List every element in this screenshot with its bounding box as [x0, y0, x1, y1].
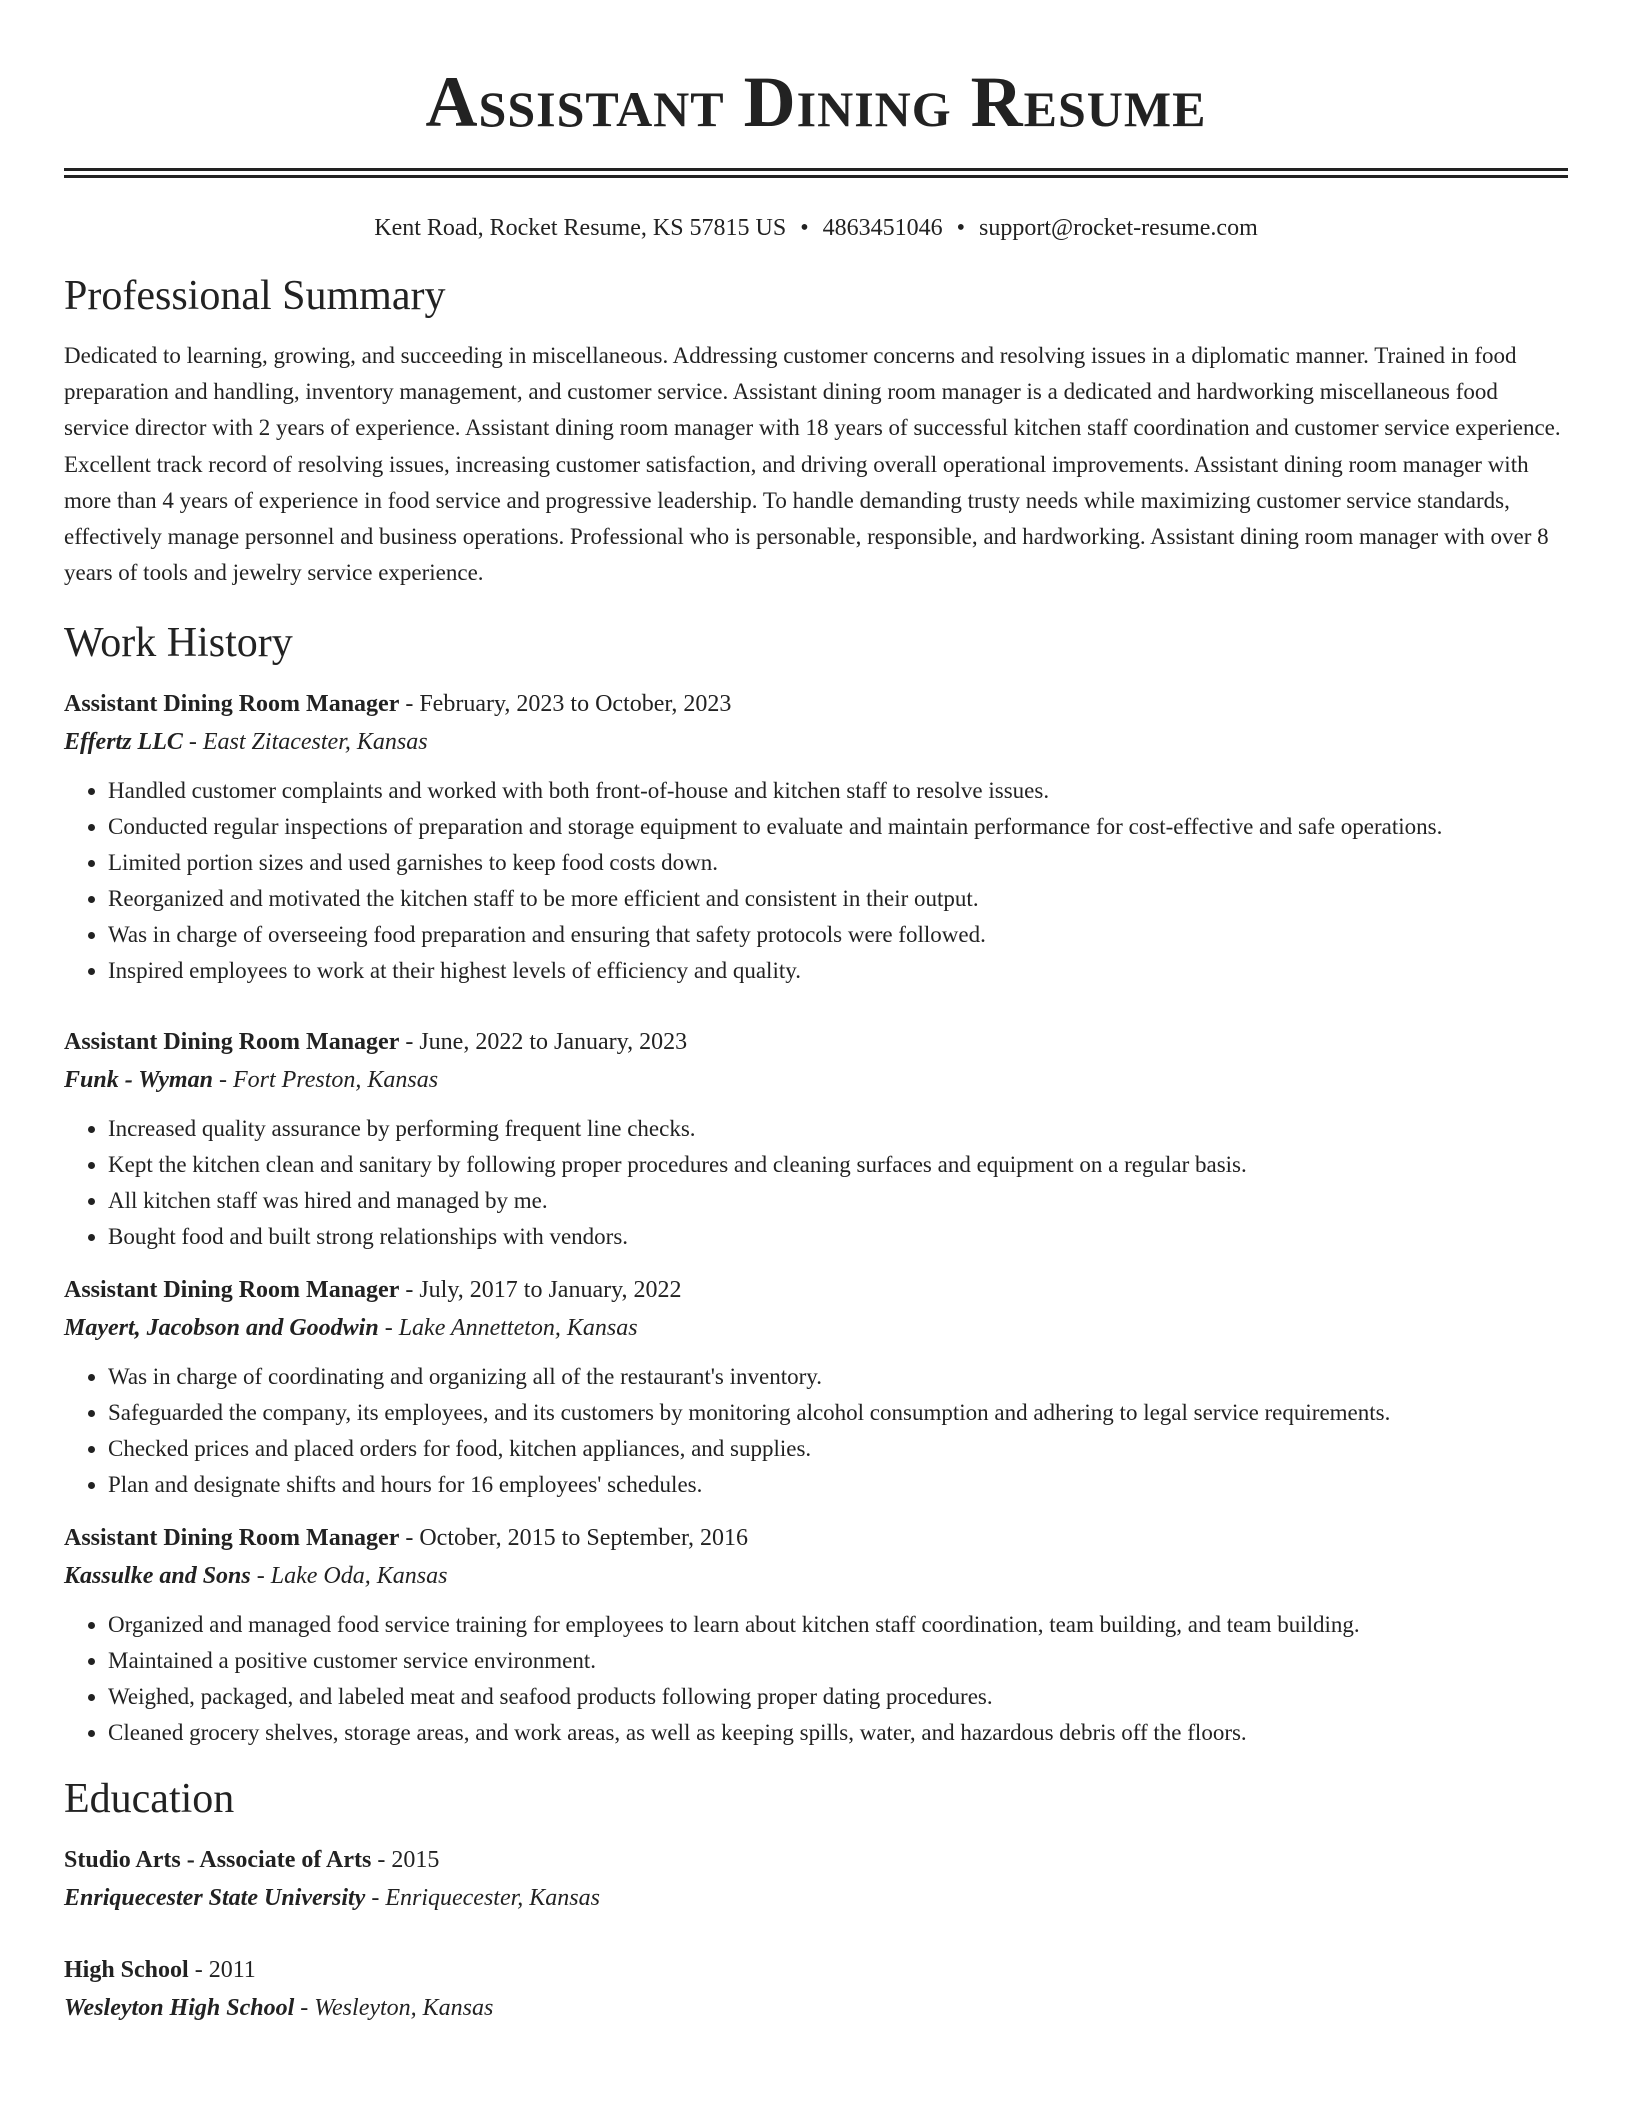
job-entry: [64, 685, 1568, 989]
education-institution: [64, 1989, 1568, 2027]
education-year: - 2015: [371, 1847, 440, 1874]
job-bullet: • All kitchen staff was hired and managed by me.: [108, 1183, 1568, 1219]
job-bullet: • Cleaned grocery shelves, storage areas, and work areas, as well as keeping spills, water, and hazardous debris off the floors.: [108, 1715, 1568, 1751]
job-header: [64, 1519, 1568, 1557]
resume-title: Assistant Dining Resume: [425, 62, 1207, 142]
job-dates: - February, 2023 to October, 2023: [399, 691, 732, 718]
job-bullet: • Was in charge of coordinating and organizing all of the restaurant's inventory.: [108, 1359, 1568, 1395]
job-bullets: [64, 1607, 1568, 1751]
job-bullet: • Limited portion sizes and used garnishes to keep food costs down.: [108, 845, 1568, 881]
education-entry: [64, 1841, 1568, 1917]
education-location: - Enriquecester, Kansas: [365, 1885, 600, 1912]
job-entry: [64, 1519, 1568, 1751]
job-dates: - October, 2015 to September, 2016: [399, 1525, 749, 1552]
job-dates: - July, 2017 to January, 2022: [399, 1277, 682, 1304]
job-employer: [64, 1557, 1568, 1595]
job-bullets: [64, 1111, 1568, 1255]
education-degree: High School: [64, 1957, 189, 1984]
job-bullet: • Checked prices and placed orders for food, kitchen appliances, and supplies.: [108, 1431, 1568, 1467]
education-school: Enriquecester State University: [64, 1885, 366, 1912]
job-role: Assistant Dining Room Manager: [64, 691, 400, 718]
title-double-rule: [64, 168, 1568, 178]
education-header: [64, 1951, 1568, 1989]
job-company: Funk - Wyman: [64, 1067, 213, 1094]
summary-text: Dedicated to learning, growing, and succeeding in miscellaneous. Addressing customer concerns and resolving issues in a diplomatic manner. Trained in food preparation and handling, inventory management, and customer service. Assistant dining room manager is a dedicated and hardworking miscellaneous food service director with 2 years of experience. Assistant dining room manager with 18 years of successful kitchen staff coordination and customer service experience. Excellent track record of resolving issues, increasing customer satisfaction, and driving overall operational improvements. Assistant dining room manager with more than 4 years of experience in food service and progressive leadership. To handle demanding trusty needs while maximizing customer service standards, effectively manage personnel and business operations. Professional who is personable, responsible, and hardworking. Assistant dining room manager with over 8 years of tools and jewelry service experience.: [64, 343, 1561, 586]
education-year: - 2011: [188, 1957, 256, 1984]
job-role: Assistant Dining Room Manager: [64, 1029, 400, 1056]
job-location: - Fort Preston, Kansas: [212, 1067, 439, 1094]
job-bullet: • Increased quality assurance by performing frequent line checks.: [108, 1111, 1568, 1147]
job-bullet: • Weighed, packaged, and labeled meat and seafood products following proper dating procedures.: [108, 1679, 1568, 1715]
job-entry: [64, 1271, 1568, 1503]
resume-page: [64, 0, 1568, 2027]
job-bullet: • Bought food and built strong relationships with vendors.: [108, 1219, 1568, 1255]
job-dates: - June, 2022 to January, 2023: [399, 1029, 688, 1056]
education-location: - Wesleyton, Kansas: [294, 1995, 494, 2022]
education-entry: [64, 1951, 1568, 2027]
education-institution: [64, 1879, 1568, 1917]
job-bullet: • Kept the kitchen clean and sanitary by following proper procedures and cleaning surfaces and equipment on a regular basis.: [108, 1147, 1568, 1183]
job-role: Assistant Dining Room Manager: [64, 1277, 400, 1304]
job-employer: [64, 1309, 1568, 1347]
contact-email: support@rocket-resume.com: [979, 215, 1258, 241]
job-header: [64, 1023, 1568, 1061]
job-bullet: • Was in charge of overseeing food preparation and ensuring that safety protocols were followed.: [108, 917, 1568, 953]
job-bullet: • Organized and managed food service training for employees to learn about kitchen staff coordination, team building, and team building.: [108, 1607, 1568, 1643]
job-bullet: • Conducted regular inspections of preparation and storage equipment to evaluate and maintain performance for cost-effective and safe operations.: [108, 809, 1568, 845]
job-bullet: • Plan and designate shifts and hours for 16 employees' schedules.: [108, 1467, 1568, 1503]
education-school: Wesleyton High School: [64, 1995, 295, 2022]
job-company: Effertz LLC: [64, 729, 183, 756]
job-bullet: • Reorganized and motivated the kitchen staff to be more efficient and consistent in their output.: [108, 881, 1568, 917]
job-location: - Lake Oda, Kansas: [250, 1563, 448, 1590]
job-entry: [64, 1023, 1568, 1255]
job-bullets: [64, 773, 1568, 989]
job-bullet: • Maintained a positive customer service environment.: [108, 1643, 1568, 1679]
job-role: Assistant Dining Room Manager: [64, 1525, 400, 1552]
education-header: [64, 1841, 1568, 1879]
summary-heading: Professional Summary: [64, 273, 446, 319]
job-employer: [64, 723, 1568, 761]
job-bullet: • Inspired employees to work at their highest levels of efficiency and quality.: [108, 953, 1568, 989]
job-company: Kassulke and Sons: [64, 1563, 251, 1590]
contact-phone: 4863451046: [822, 215, 943, 241]
job-bullets: [64, 1359, 1568, 1503]
contact-separator: •: [956, 215, 966, 241]
contact-line: [64, 212, 1568, 244]
job-location: - East Zitacester, Kansas: [182, 729, 428, 756]
job-employer: [64, 1061, 1568, 1099]
work-history-heading: Work History: [64, 620, 293, 667]
job-header: [64, 685, 1568, 723]
job-bullet: • Safeguarded the company, its employees, and its customers by monitoring alcohol consumption and adhering to legal service requirements.: [108, 1395, 1568, 1431]
education-heading: Education: [64, 1776, 235, 1823]
education-degree: Studio Arts - Associate of Arts: [64, 1847, 372, 1874]
contact-separator: •: [800, 215, 809, 241]
job-bullet: • Handled customer complaints and worked with both front-of-house and kitchen staff to resolve issues.: [108, 773, 1568, 809]
contact-address: Kent Road, Rocket Resume, KS 57815 US: [374, 215, 787, 241]
job-company: Mayert, Jacobson and Goodwin: [64, 1315, 379, 1342]
job-header: [64, 1271, 1568, 1309]
job-location: - Lake Annetteton, Kansas: [378, 1315, 638, 1342]
